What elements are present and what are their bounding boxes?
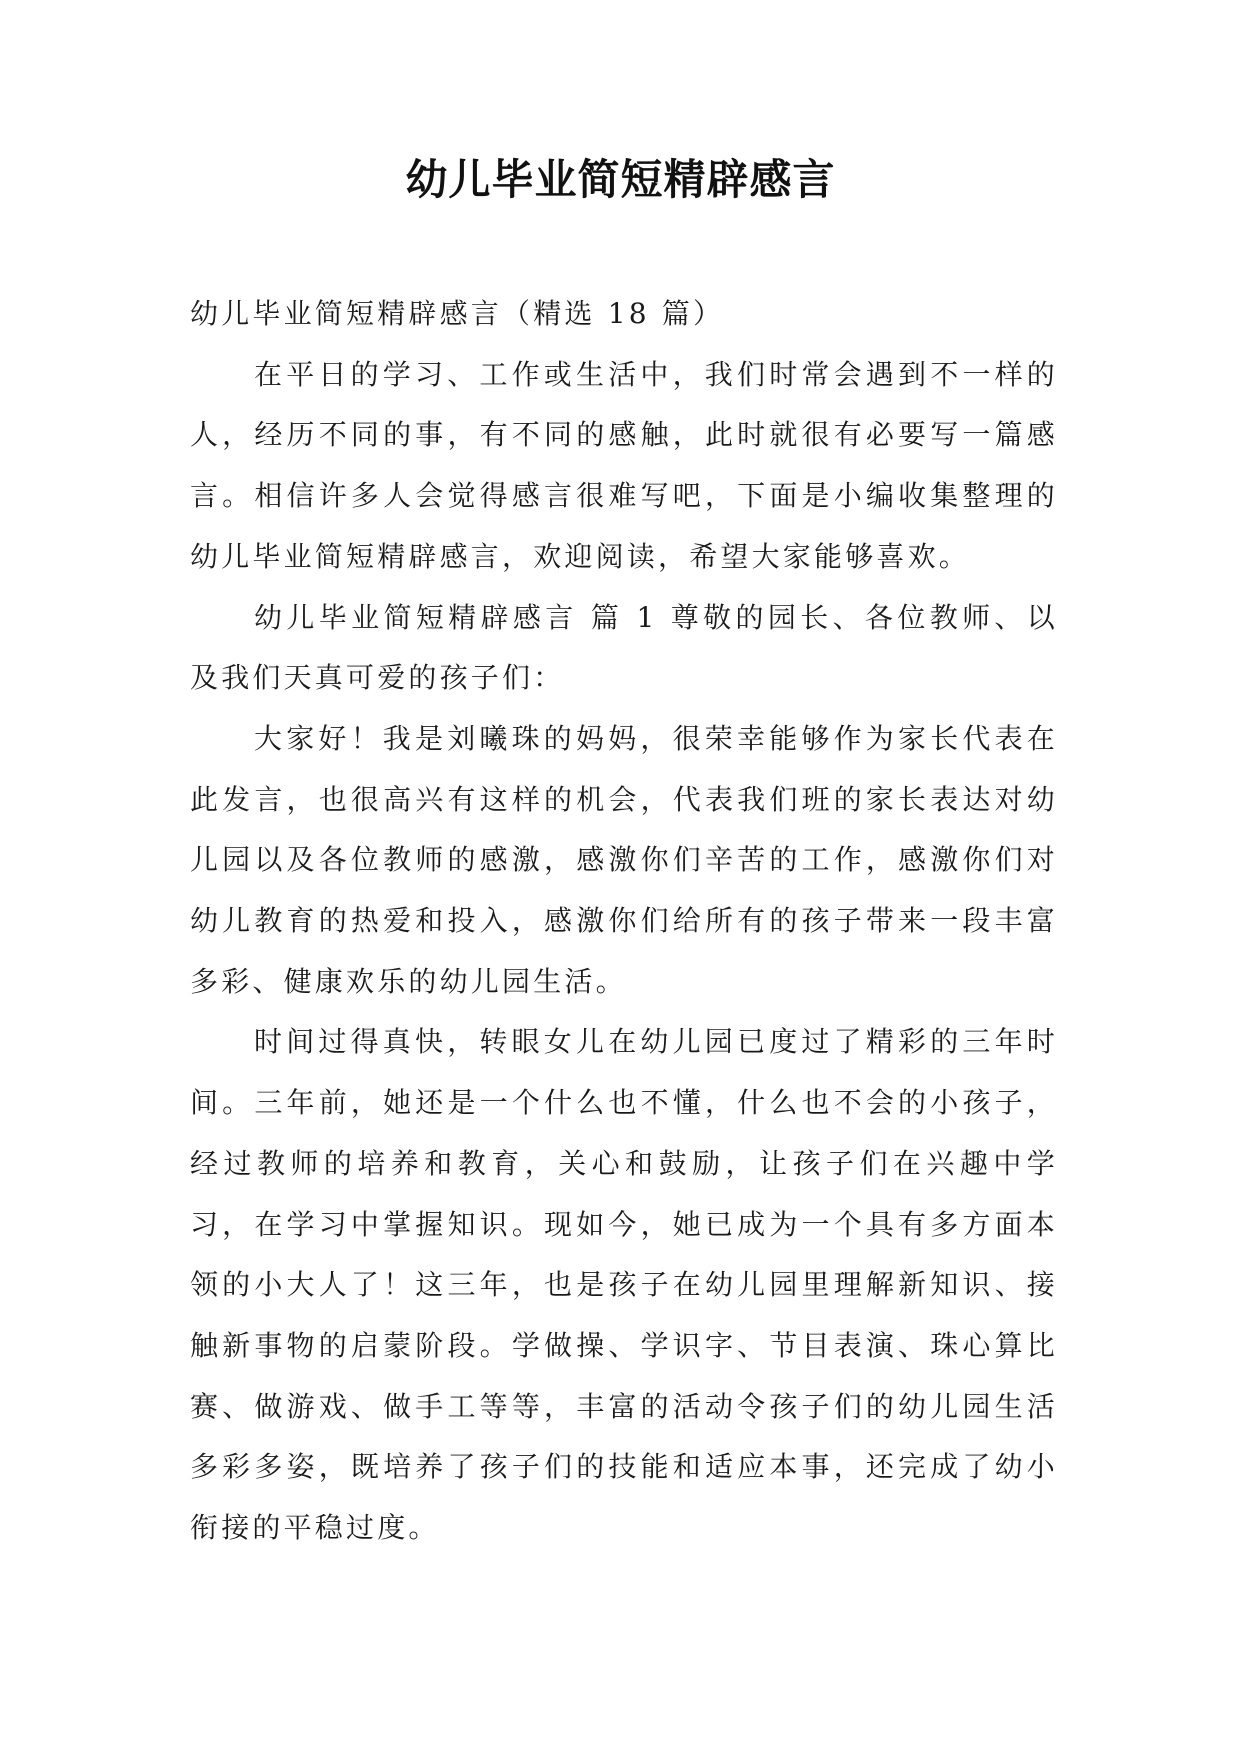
- paragraph-intro: 在平日的学习、工作或生活中，我们时常会遇到不一样的人，经历不同的事，有不同的感触，此时就很有必要写一篇感言。相信许多人会觉得感言很难写吧，下面是小编收集整理的幼儿毕业简短精辟感言，欢迎阅读，希望大家能够喜欢。: [190, 357, 1058, 573]
- document-body: [190, 284, 1058, 1559]
- document-title: 幼儿毕业简短精辟感言: [405, 155, 836, 204]
- paragraph-section-heading: 幼儿毕业简短精辟感言 篇 1 尊敬的园长、各位教师、以及我们天真可爱的孩子们：: [190, 600, 1058, 695]
- paragraph-reflection: 时间过得真快，转眼女儿在幼儿园已度过了精彩的三年时间。三年前，她还是一个什么也不懂，什么也不会的小孩子，经过教师的培养和教育，关心和鼓励，让孩子们在兴趣中学习，在学习中掌握知识。现如今，她已成为一个具有多方面本领的小大人了！这三年，也是孩子在幼儿园里理解新知识、接触新事物的启蒙阶段。学做操、学识字、节目表演、珠心算比赛、做游戏、做手工等等，丰富的活动令孩子们的幼儿园生活多彩多姿，既培养了孩子们的技能和适应本事，还完成了幼小衔接的平稳过度。: [190, 1025, 1058, 1545]
- paragraph-greeting: 大家好！我是刘曦珠的妈妈，很荣幸能够作为家长代表在此发言，也很高兴有这样的机会，代表我们班的家长表达对幼儿园以及各位教师的感激，感激你们辛苦的工作，感激你们对幼儿教育的热爱和投入，感激你们给所有的孩子带来一段丰富多彩、健康欢乐的幼儿园生活。: [190, 721, 1058, 998]
- document-subtitle: 幼儿毕业简短精辟感言（精选 18 篇）: [190, 297, 725, 330]
